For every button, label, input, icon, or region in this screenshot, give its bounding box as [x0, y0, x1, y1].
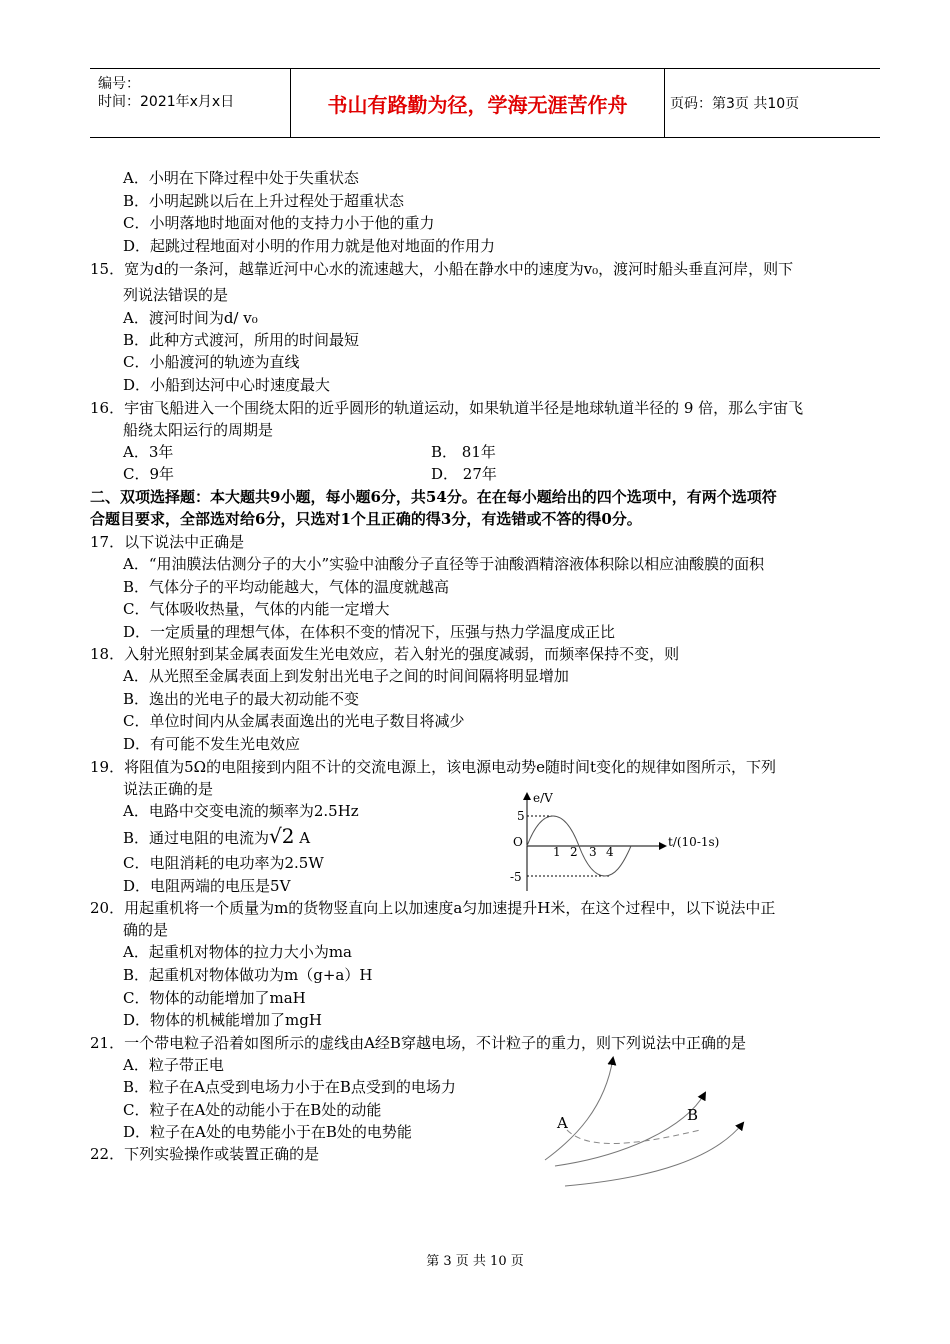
q14-option-d: D．起跳过程地面对小明的作用力就是他对地面的作用力: [123, 237, 496, 255]
q20-option-c: C．物体的动能增加了maH: [123, 989, 306, 1007]
y-min-label: -5: [510, 870, 522, 884]
q18-option-c: C．单位时间内从金属表面逸出的光电子数目将减少: [123, 712, 465, 730]
q19-option-b-unit: A: [294, 829, 311, 847]
q18-option-b: B．逸出的光电子的最大初动能不变: [123, 690, 360, 708]
field-line-1: [545, 1058, 613, 1160]
q19-option-d: D．电阻两端的电压是5V: [123, 877, 291, 895]
q14-option-c: C．小明落地时地面对他的支持力小于他的重力: [123, 214, 435, 232]
q20-option-a: A．起重机对物体的拉力大小为ma: [123, 943, 353, 961]
q15-stem: 15．宽为d的一条河，越靠近河中心水的流速越大，小船在静水中的速度为v₀，渡河时船头垂直河岸，则下: [90, 260, 794, 278]
q19-option-c: C．电阻消耗的电功率为2.5W: [123, 854, 324, 872]
point-b-label: B: [687, 1106, 699, 1124]
q21-option-a: A．粒子带正电: [123, 1056, 224, 1074]
emf-time-graph: [505, 788, 730, 893]
q20-option-b: B．起重机对物体做功为m（g+a）H: [123, 966, 373, 984]
q16-option-c: C．9年: [123, 465, 175, 483]
field-line-3: [565, 1123, 743, 1186]
q19-stem: 19．将阻值为5Ω的电阻接到内阻不计的交流电源上，该电源电动势e随时间t变化的规律如图所示，下列: [90, 758, 776, 776]
q16-stem-cont: 船绕太阳运行的周期是: [123, 421, 274, 439]
y-axis-label: e/V: [533, 791, 553, 805]
sqrt-symbol: √2: [269, 824, 295, 848]
q21-option-c: C．粒子在A处的动能小于在B处的动能: [123, 1101, 382, 1119]
electric-field-diagram: [525, 1048, 760, 1190]
section2-heading-cont: 合题目要求，全部选对给6分，只选对1个且正确的得3分，有选错或不答的得0分。: [90, 510, 642, 528]
x-tick-4: 4: [606, 845, 614, 859]
q15-option-b: B．此种方式渡河，所用的时间最短: [123, 331, 360, 349]
q18-option-a: A．从光照至金属表面上到发射出光电子之间的时间间隔将明显增加: [123, 667, 569, 685]
header-motto: 书山有路勤为径，学海无涯苦作舟: [291, 69, 665, 137]
q18-stem: 18．入射光照射到某金属表面发生光电效应，若入射光的强度减弱，而频率保持不变，则: [90, 645, 680, 663]
particle-path: [567, 1130, 700, 1144]
x-tick-3: 3: [589, 845, 597, 859]
q14-option-a: A．小明在下降过程中处于失重状态: [123, 169, 359, 187]
q15-option-a: A．渡河时间为d/ v₀: [123, 309, 258, 327]
section2-heading: 二、双项选择题：本大题共9小题，每小题6分，共54分。在在每小题给出的四个选项中，有两个选项符: [90, 488, 777, 506]
q19-option-a: A．电路中交变电流的频率为2.5Hz: [123, 802, 359, 820]
header-meta: [90, 69, 291, 137]
q18-option-d: D．有可能不发生光电效应: [123, 735, 301, 753]
point-a-label: A: [557, 1114, 568, 1132]
q19-stem-cont: 说法正确的是: [123, 780, 214, 798]
document-number: 编号：: [98, 76, 140, 92]
page-header: [90, 68, 880, 138]
q16-stem: 16．宇宙飞船进入一个围绕太阳的近乎圆形的轨道运动，如果轨道半径是地球轨道半径的 9 倍，那么宇宙飞: [90, 399, 804, 417]
header-page-info: 页码：第3页 共10页: [670, 96, 800, 112]
origin-label: O: [513, 835, 523, 849]
q15-option-d: D．小船到达河中心时速度最大: [123, 376, 331, 394]
field-line-2: [555, 1093, 705, 1166]
q21-option-b: B．粒子在A点受到电场力小于在B点受到的电场力: [123, 1078, 456, 1096]
page-footer: 第 3 页 共 10 页: [426, 1254, 524, 1269]
q22-stem: 22．下列实验操作或装置正确的是: [90, 1145, 320, 1163]
q16-option-b: B． 81年: [431, 443, 496, 461]
q20-stem: 20．用起重机将一个质量为m的货物竖直向上以加速度a匀加速提升H米，在这个过程中，以下说法中正: [90, 899, 776, 917]
q19-option-b: [123, 826, 310, 848]
q16-option-d: D． 27年: [431, 465, 497, 483]
document-time: 时间：2021年x月x日: [98, 94, 235, 110]
q17-option-c: C．气体吸收热量，气体的内能一定增大: [123, 600, 390, 618]
q14-option-b: B．小明起跳以后在上升过程处于超重状态: [123, 192, 405, 210]
q15-option-c: C．小船渡河的轨迹为直线: [123, 353, 300, 371]
q17-option-d: D．一定质量的理想气体，在体积不变的情况下，压强与热力学温度成正比: [123, 623, 616, 641]
x-axis-label: t/(10-1s): [668, 835, 720, 849]
q16-option-a: A．3年: [123, 443, 174, 461]
y-max-label: 5: [517, 809, 525, 823]
q17-option-a: A．“用油膜法估测分子的大小”实验中油酸分子直径等于油酸酒精溶液体积除以相应油酸膜的面积: [123, 555, 765, 573]
x-tick-1: 1: [553, 845, 561, 859]
q21-option-d: D．粒子在A处的电势能小于在B处的电势能: [123, 1123, 412, 1141]
q20-stem-cont: 确的是: [123, 921, 169, 939]
q21-stem: 21．一个带电粒子沿着如图所示的虚线由A经B穿越电场，不计粒子的重力，则下列说法中正确的是: [90, 1034, 746, 1052]
q19-option-b-prefix: B．通过电阻的电流为: [123, 829, 270, 847]
q17-option-b: B．气体分子的平均动能越大，气体的温度就越高: [123, 578, 450, 596]
x-tick-2: 2: [570, 845, 578, 859]
q15-stem-cont: 列说法错误的是: [123, 286, 229, 304]
q20-option-d: D．物体的机械能增加了mgH: [123, 1011, 322, 1029]
q17-stem: 17．以下说法中正确是: [90, 533, 245, 551]
